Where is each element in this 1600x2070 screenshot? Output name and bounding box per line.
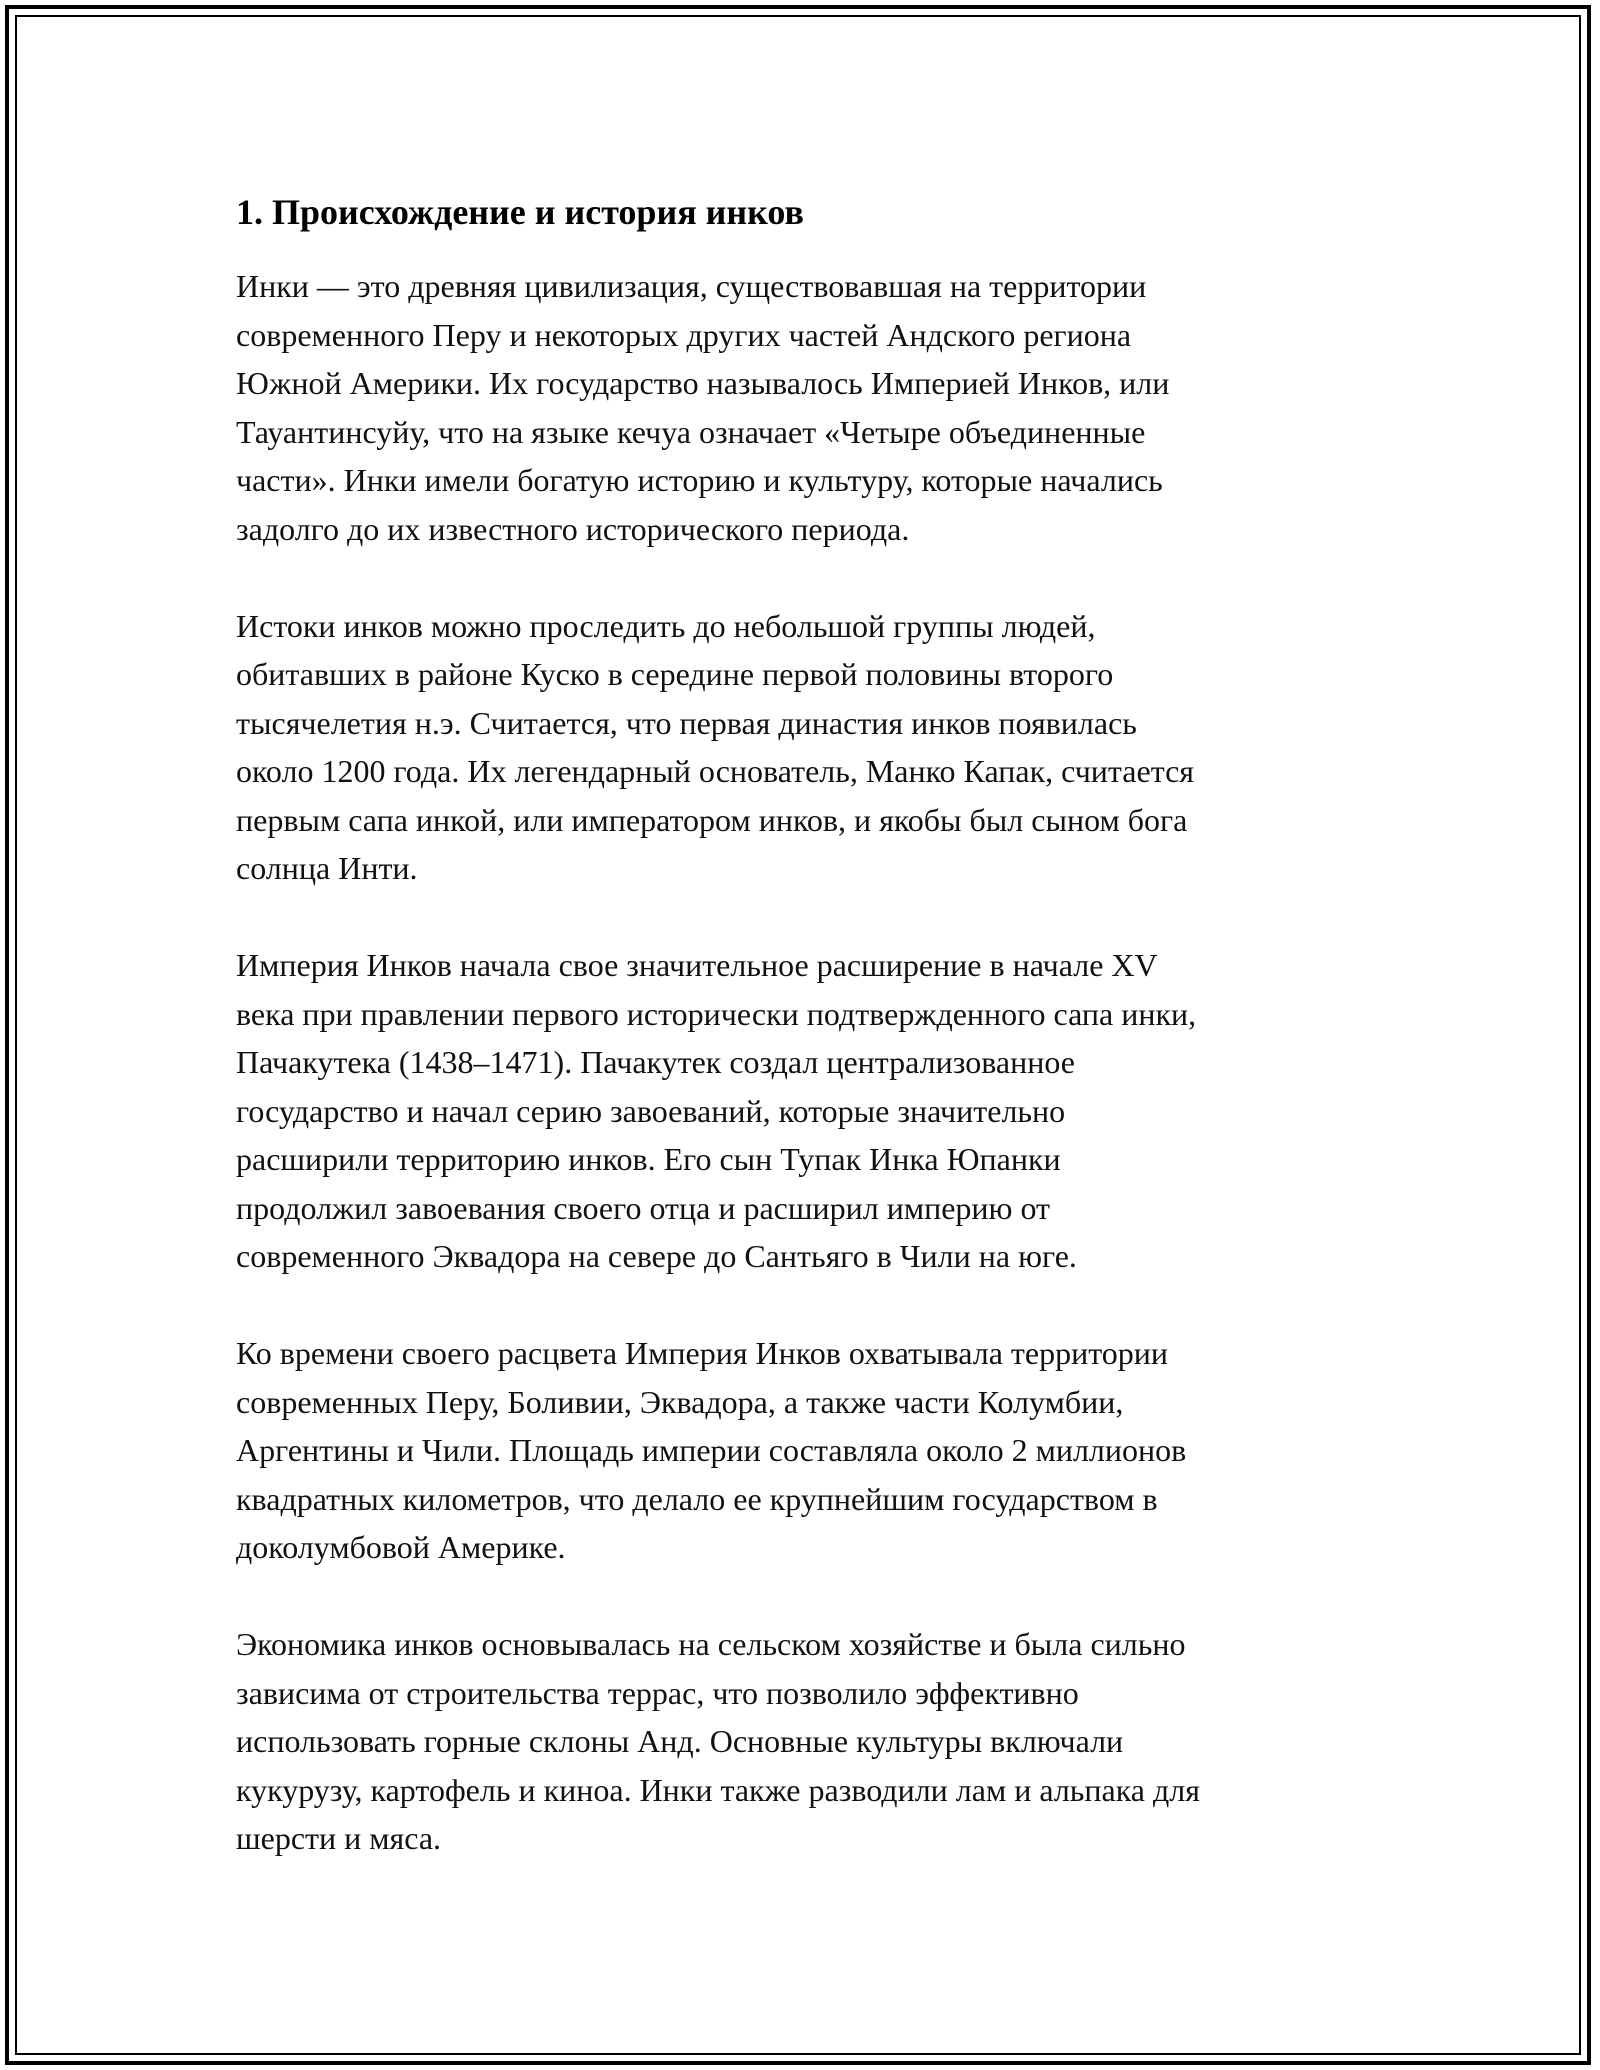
text-line: государство и начал серию завоеваний, которые значительно	[236, 1092, 1066, 1129]
text-line: тысячелетия н.э. Считается, что первая династия инков появилась	[236, 704, 1137, 741]
paragraph-3	[236, 941, 1356, 1281]
section-heading: 1. Происхождение и история инков	[236, 192, 804, 232]
paragraph-1	[236, 262, 1356, 553]
text-line: кукурузу, картофель и киноа. Инки также разводили лам и альпака для	[236, 1771, 1200, 1808]
text-line: части». Инки имели богатую историю и культуру, которые начались	[236, 462, 1163, 498]
text-line: Тауантинсуйу, что на языке кечуа означает «Четыре объединенные	[236, 413, 1146, 450]
text-line: продолжил завоевания своего отца и расширил империю от	[236, 1189, 1051, 1226]
text-line: шерсти и мяса.	[236, 1820, 442, 1856]
text-line: современных Перу, Боливии, Эквадора, а также части Колумбии,	[236, 1383, 1124, 1420]
text-line: Истоки инков можно проследить до небольшой группы людей,	[236, 607, 1096, 644]
text-line: современного Перу и некоторых других частей Андского региона	[236, 316, 1132, 353]
text-line: Инки — это древняя цивилизация, существовавшая на территории	[236, 268, 1147, 304]
text-line: Империя Инков начала свое значительное расширение в начале XV	[236, 947, 1158, 983]
text-line: использовать горные склоны Анд. Основные культуры включали	[236, 1723, 1124, 1759]
text-line: Аргентины и Чили. Площадь империи составляла около 2 миллионов	[236, 1432, 1187, 1468]
text-line: Экономика инков основывалась на сельском хозяйстве и была сильно	[236, 1626, 1186, 1662]
text-line: современного Эквадора на севере до Сантьяго в Чили на юге.	[236, 1238, 1077, 1274]
text-line: Ко времени своего расцвета Империя Инков охватывала территории	[236, 1335, 1169, 1371]
document-page	[236, 188, 1356, 1911]
text-line: первым сапа инкой, или императором инков, и якобы был сыном бога	[236, 801, 1188, 838]
text-line: солнца Инти.	[236, 850, 418, 886]
text-line: задолго до их известного исторического периода.	[236, 510, 910, 547]
text-line: века при правлении первого исторически подтвержденного сапа инки,	[236, 995, 1197, 1032]
text-line: зависима от строительства террас, что позволило эффективно	[236, 1674, 1079, 1711]
text-line: квадратных километров, что делало ее крупнейшим государством в	[236, 1480, 1158, 1517]
text-line: расширили территорию инков. Его сын Тупак Инка Юпанки	[236, 1141, 1061, 1177]
paragraph-5	[236, 1620, 1356, 1863]
text-line: доколумбовой Америке.	[236, 1529, 566, 1565]
text-line: Южной Америки. Их государство называлось Империей Инков, или	[236, 365, 1170, 401]
text-line: обитавших в районе Куско в середине первой половины второго	[236, 656, 1114, 692]
text-line: Пачакутека (1438–1471). Пачакутек создал централизованное	[236, 1044, 1075, 1080]
paragraph-4	[236, 1329, 1356, 1572]
paragraph-2	[236, 602, 1356, 893]
text-line: около 1200 года. Их легендарный основатель, Манко Капак, считается	[236, 753, 1194, 789]
